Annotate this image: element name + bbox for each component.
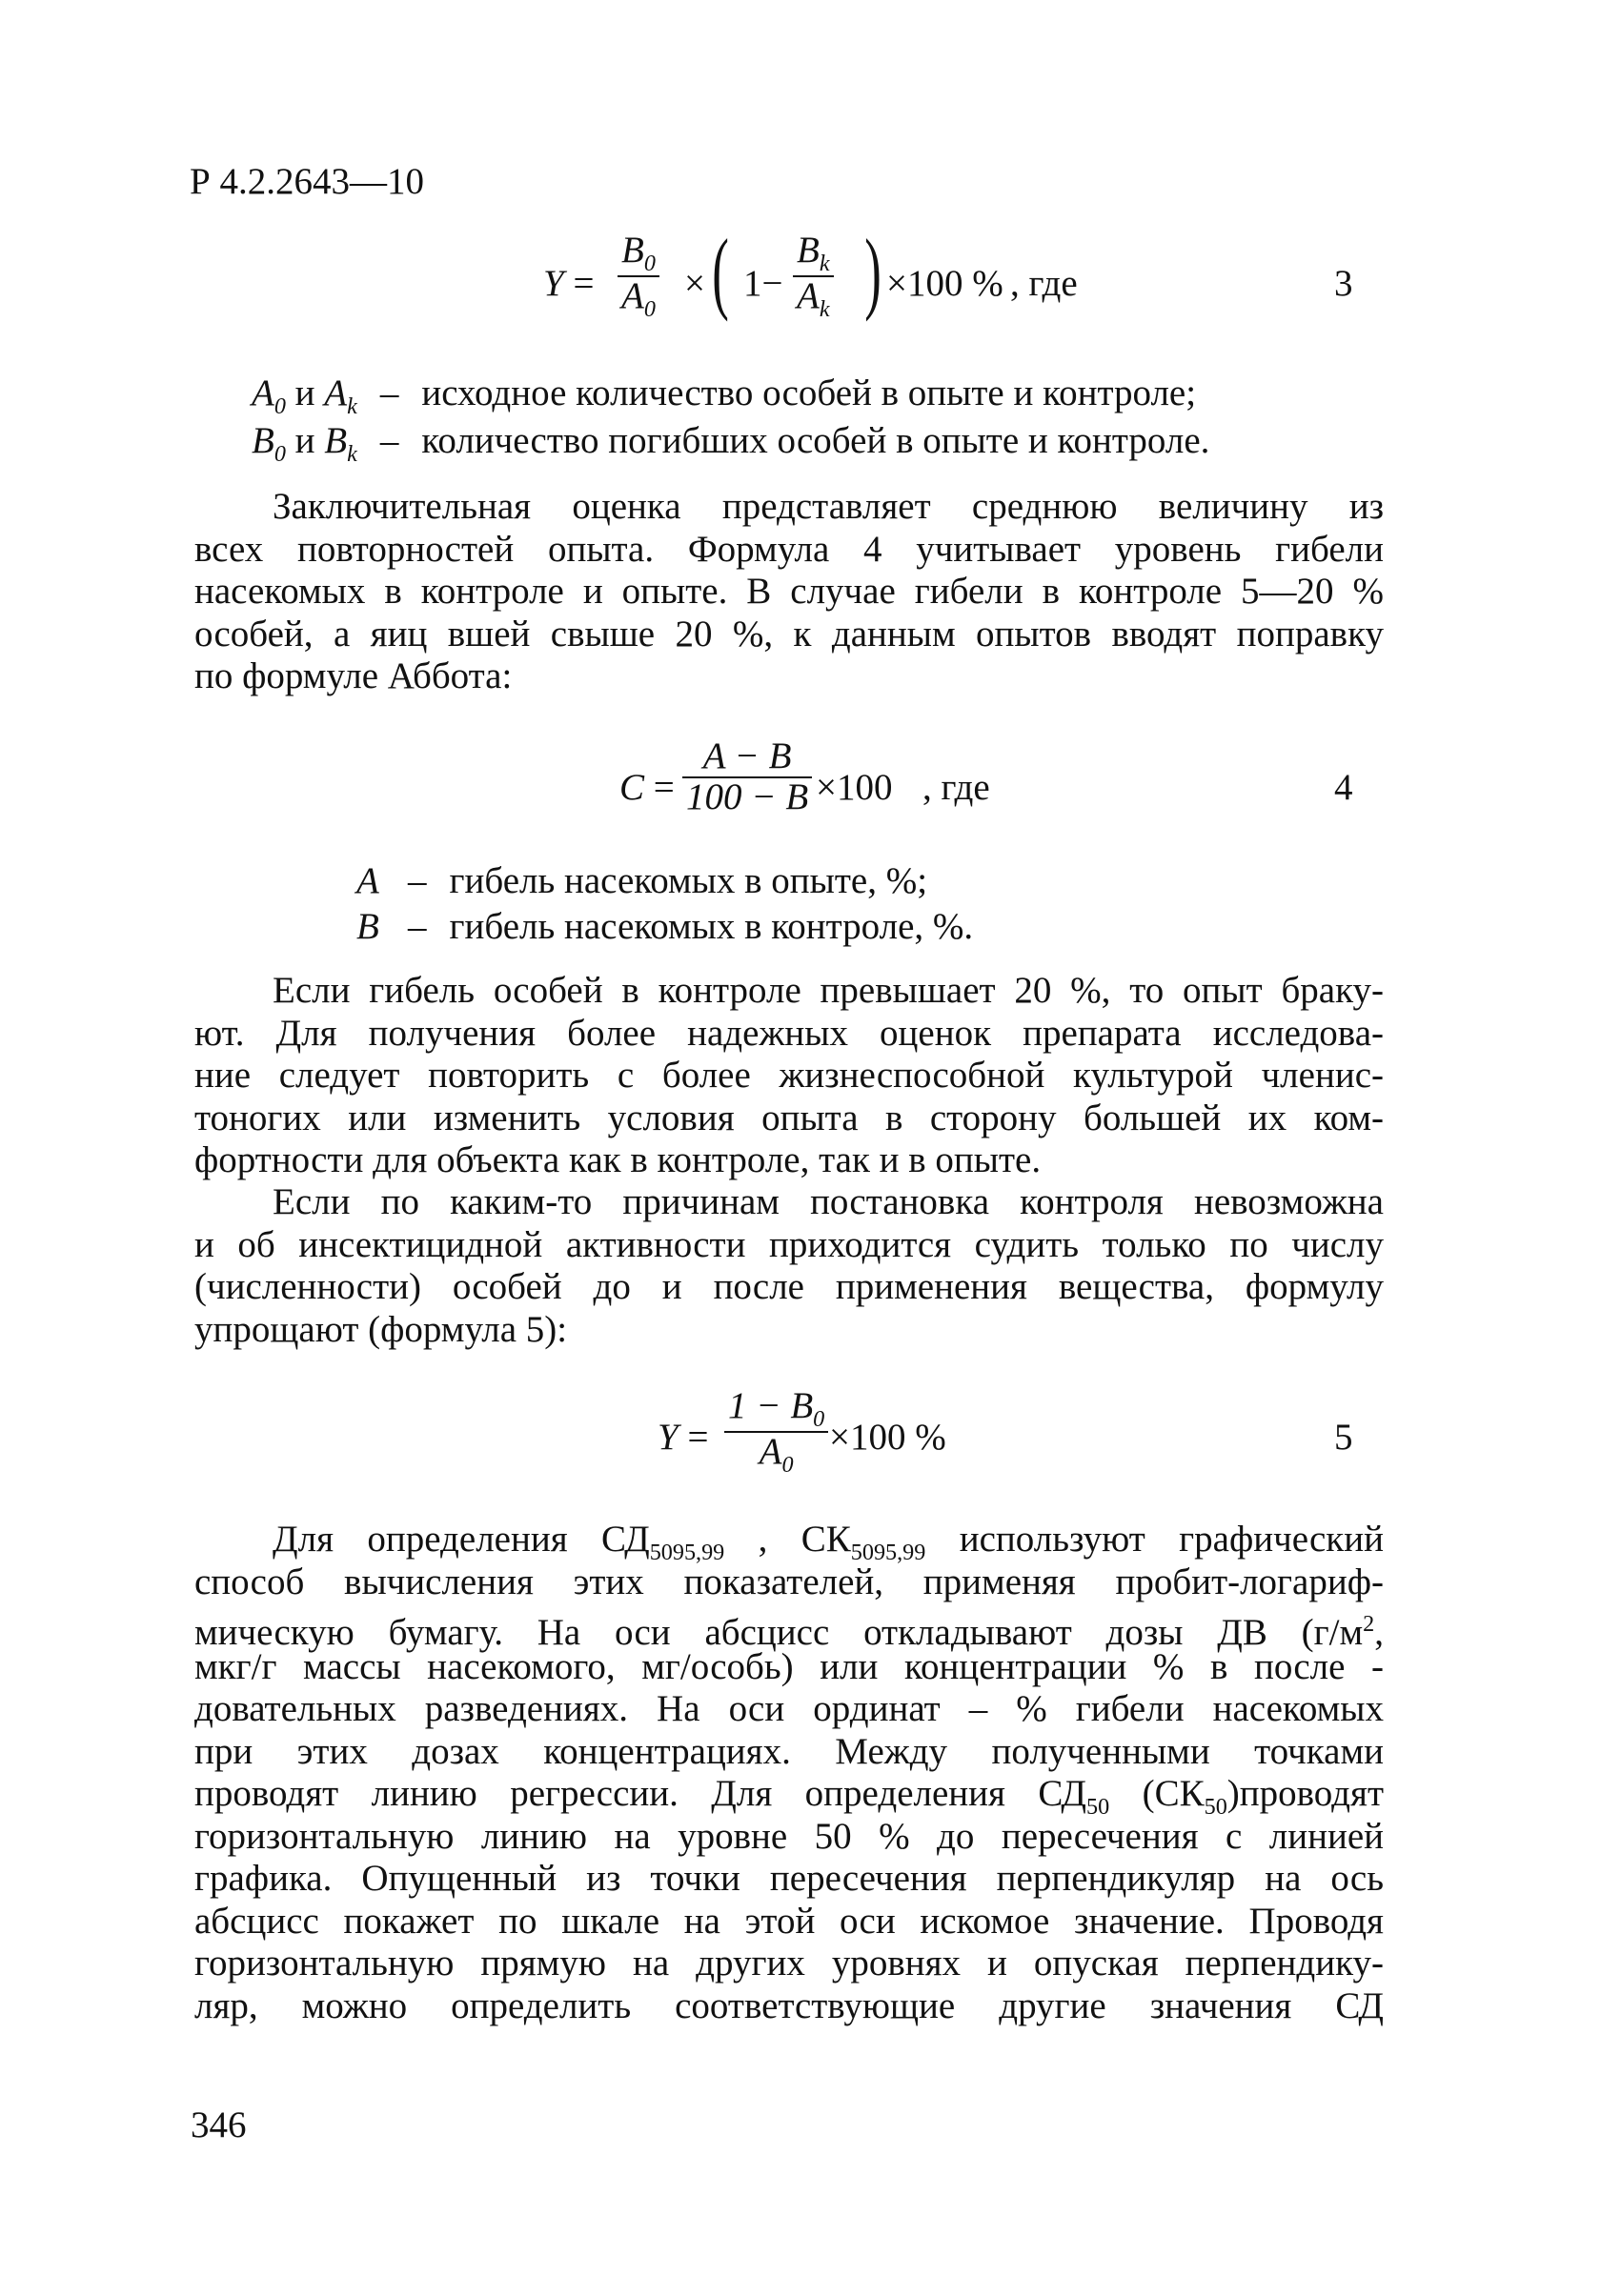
formula-3-where: , где <box>1010 263 1078 304</box>
document-code: Р 4.2.2643—10 <box>190 161 424 202</box>
formula-3: Y = $\frac{B_0}{A_0}$ × ( 1− $\frac{B_k}{A_k}$ ) ×100 % , где 3 <box>543 220 1353 322</box>
paragraph-probit-method: Для определения $СД_{5095,99}$ , $СК_{5095,99}$ используют графический способ вычисления этих показателей, применяя пробит-логариф- мическую бумагу. На оси абсцисс откладывают дозы ДВ ($г/м^2$, мкг/г массы насекомого, мг/особь) или концентрации % в после - довательных разведениях. На оси ординат – % гибели насекомых при этих дозах концентрациях. Между полученными точками проводят линию регрессии. Для определения $СД_{50}$ $(СК_{50})проводят$ горизонтальную линию на уровне 50 % до пересечения с линией графика. Опущенный из точки пересечения перпендикуляр на ось абсцисс покажет по шкале на этой оси искомое значение. Проводя горизонтальную прямую на других уровнях и опуская перпендику- ляр, можно определить соответствующие другие значения СД <box>194 1519 1384 2026</box>
formula-4-fraction: $\frac{A - B}{100 - B}$ <box>682 737 812 817</box>
formula-3-fraction-b0-a0: $\frac{B_0}{A_0}$ <box>618 232 659 321</box>
page-number: 346 <box>191 2105 247 2145</box>
formula-5-fraction: $\frac{1 - B_0}{A_0}$ <box>724 1387 828 1477</box>
formula-4-definitions: A – гибель насекомых в опыте, %; B – гибель насекомых в контроле, %. <box>356 860 974 947</box>
formula-3-definitions <box>252 372 1209 467</box>
equation-number-5: 5 <box>1334 1417 1353 1458</box>
formula-3-tail: ×100 % <box>886 263 1003 304</box>
equation-number-4: 4 <box>1334 767 1353 808</box>
definition-row: $A_0$ и $A_k$ – исходное количество особей в опыте и контроле; <box>252 373 1197 419</box>
paragraph-control-mortality: Если гибель особей в контроле превышает 20 %, то опыт браку- ют. Для получения более надежных оценок препарата исследова- ние следует повторить с более жизнеспособной культурой членис- тоногих или изменить условия опыта в сторону большей их ком- фортности для объекта как в контроле, так и в опыте. <box>194 970 1384 1180</box>
paragraph-no-control: Если по каким-то причинам постановка контроля невозможна и об инсектицидной активности приходится судить только по числу (численности) особей до и после применения вещества, формулу упрощают (формула 5): <box>194 1181 1384 1350</box>
formula-3-fraction-bk-ak: $\frac{B_k}{A_k}$ <box>793 232 834 321</box>
definition-row: $B_0$ и $B_k$ – количество погибших особей в опыте и контроле. <box>252 420 1210 467</box>
formula-3-lhs: Y <box>543 263 564 304</box>
formula-5: Y = $\frac{1 - B_0}{A_0}$ ×100 % 5 <box>658 1385 1353 1478</box>
paragraph-abbott-intro: Заключительная оценка представляет среднюю величину из всех повторностей опыта. Формула 4 учитывает уровень гибели насекомых в контроле и опыте. В случае гибели в контроле 5—20 % особей, а яиц вшей свыше 20 %, к данным опытов вводят поправку по формуле Аббота: <box>194 486 1384 696</box>
equation-number-3: 3 <box>1334 263 1353 304</box>
formula-4: C = $\frac{A - B}{100 - B}$ ×100 , где 4 <box>619 735 1353 817</box>
